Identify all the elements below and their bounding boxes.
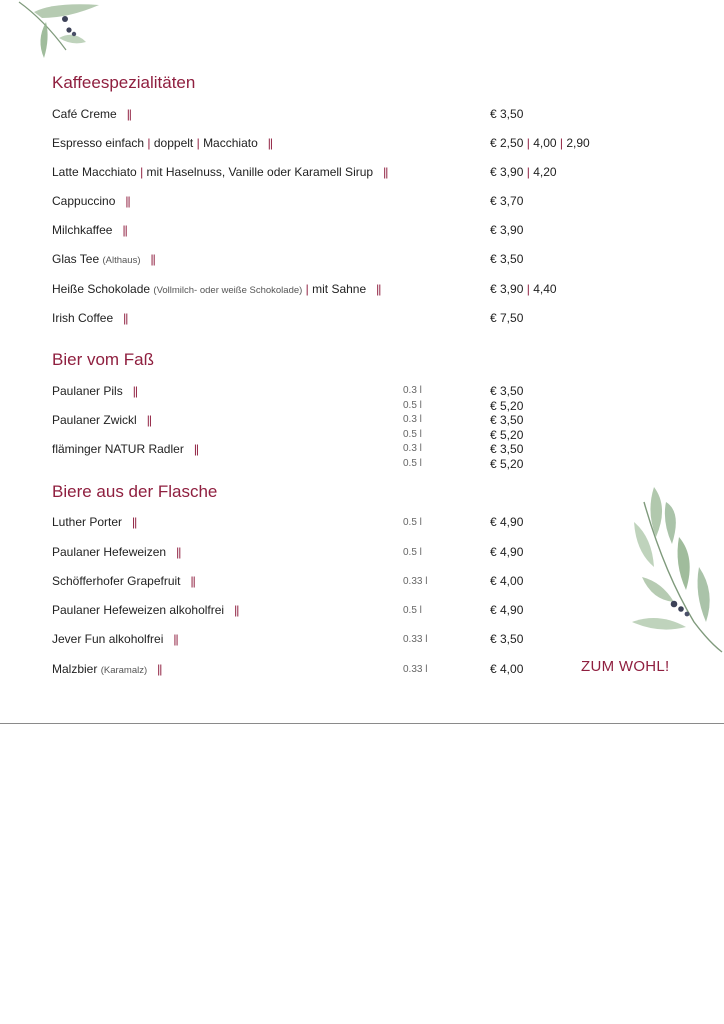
menu-item-latte-macchiato: [52, 164, 387, 180]
separator: |: [140, 165, 144, 179]
volume: 0.33 l: [403, 576, 428, 587]
price: € 4,90: [490, 545, 524, 559]
volume: 0.33 l: [403, 664, 428, 675]
divider-marks: ||: [122, 223, 127, 237]
price: € 4,00: [490, 574, 524, 588]
divider-marks: ||: [132, 384, 137, 398]
menu-item-heisse-schokolade: [52, 281, 380, 299]
volume: 0.33 l: [403, 634, 428, 645]
price: € 5,20: [490, 398, 524, 413]
item-name: Schöfferhofer Grapefruit: [52, 574, 181, 588]
volume: 0.5 l: [403, 428, 422, 440]
volume: 0.3 l: [403, 443, 422, 454]
separator: |: [526, 165, 530, 179]
divider-marks: ||: [146, 413, 151, 427]
separator: |: [526, 282, 530, 296]
item-name: Latte Macchiato: [52, 165, 137, 179]
item-name: Espresso einfach: [52, 136, 145, 150]
divider-marks: ||: [176, 545, 181, 559]
section-title-draft-beer: Bier vom Faß: [52, 350, 155, 369]
price: € 3,50: [490, 413, 524, 427]
menu-item-flaeminger-radler: [52, 441, 198, 457]
separator: |: [196, 136, 200, 150]
item-name: Malzbier: [52, 662, 98, 676]
volume: 0.5 l: [403, 517, 422, 528]
divider-marks: ||: [383, 165, 388, 179]
divider-marks: ||: [193, 442, 199, 456]
leaf-decoration-right-icon: [624, 482, 724, 657]
divider-marks: ||: [123, 311, 128, 325]
item-name: Paulaner Hefeweizen: [52, 545, 167, 559]
leaf-decoration-top-icon: [14, 0, 109, 62]
item-name: Paulaner Hefeweizen alkoholfrei: [52, 603, 225, 617]
price: € 3,50: [490, 632, 524, 646]
item-name: Irish Coffee: [52, 311, 114, 325]
item-note: (Karamalz): [100, 665, 148, 676]
menu-item-paulaner-hefeweizen: [52, 544, 180, 560]
item-name-variant: mit Haselnuss, Vanille oder Karamell Sirup: [146, 165, 374, 179]
separator: |: [526, 136, 530, 150]
section-title-bottled-beer: Biere aus der Flasche: [52, 482, 218, 501]
item-name-variant: Macchiato: [203, 136, 258, 150]
volume: 0.5 l: [403, 605, 422, 616]
menu-item-jever-fun: [52, 631, 178, 647]
menu-item-schoefferhofer: [52, 573, 195, 589]
volume: 0.5 l: [403, 547, 422, 558]
price: € 3,90: [490, 282, 524, 296]
price: € 3,50: [490, 442, 524, 456]
price: 2,90: [566, 136, 590, 150]
item-name: Jever Fun alkoholfrei: [52, 632, 164, 646]
menu-item-luther-porter: [52, 514, 136, 530]
item-name: Cappuccino: [52, 194, 116, 208]
price: € 3,50: [490, 252, 524, 266]
price: € 3,50: [490, 384, 524, 398]
footer-divider: [0, 723, 724, 724]
section-title-coffee: Kaffeespezialitäten: [52, 73, 196, 92]
item-name: Heiße Schokolade: [52, 282, 151, 296]
divider-marks: ||: [376, 282, 381, 296]
menu-item-malzbier: [52, 661, 161, 679]
item-note: (Vollmilch- oder weiße Schokolade): [153, 285, 303, 296]
menu-item-glas-tee: [52, 251, 155, 269]
price: € 3,50: [490, 107, 524, 121]
price: € 7,50: [490, 311, 524, 325]
item-name: Paulaner Pils: [52, 384, 123, 398]
divider-marks: ||: [190, 574, 195, 588]
menu-item-irish-coffee: [52, 310, 127, 326]
item-name: Paulaner Zwickl: [52, 413, 137, 427]
separator: |: [147, 136, 151, 150]
price: € 5,20: [490, 456, 524, 471]
item-name: fläminger NATUR Radler: [52, 442, 184, 456]
divider-marks: ||: [132, 515, 137, 529]
draft-volume-column: [403, 384, 422, 471]
price: € 4,90: [490, 603, 524, 617]
draft-price-column: [490, 384, 523, 471]
price: € 3,90: [490, 165, 524, 179]
volume: 0.3 l: [403, 414, 422, 425]
price: 4,00: [533, 136, 557, 150]
menu-item-cafe-creme: [52, 106, 131, 122]
item-name: Café Creme: [52, 107, 117, 121]
menu-item-espresso: [52, 135, 272, 151]
menu-item-cappuccino: [52, 193, 130, 209]
volume: 0.3 l: [403, 385, 422, 396]
divider-marks: ||: [150, 252, 155, 266]
item-name-variant: doppelt: [153, 136, 194, 150]
price-group: [490, 164, 557, 180]
price: 4,20: [533, 165, 557, 179]
volume: 0.5 l: [403, 457, 422, 469]
menu-item-milchkaffee: [52, 222, 127, 238]
separator: |: [305, 282, 309, 296]
item-name: Glas Tee: [52, 252, 100, 266]
item-name-variant: mit Sahne: [312, 282, 367, 296]
price-group: [490, 281, 557, 297]
price: 4,40: [533, 282, 557, 296]
menu-item-hefeweizen-alkoholfrei: [52, 602, 238, 618]
price-group: [490, 135, 590, 151]
item-note: (Althaus): [102, 255, 141, 266]
divider-marks: ||: [157, 662, 162, 676]
menu-item-paulaner-zwickl: [52, 412, 151, 428]
price: € 5,20: [490, 427, 524, 442]
menu-item-paulaner-pils: [52, 383, 137, 399]
divider-marks: ||: [125, 194, 130, 208]
volume: 0.5 l: [403, 399, 422, 411]
price: € 2,50: [490, 136, 524, 150]
price: € 4,90: [490, 515, 524, 529]
price: € 3,90: [490, 223, 524, 237]
divider-marks: ||: [126, 107, 131, 121]
price: € 3,70: [490, 194, 524, 208]
separator: |: [559, 136, 564, 150]
item-name: Milchkaffee: [52, 223, 113, 237]
divider-marks: ||: [267, 136, 272, 150]
closing-text: ZUM WOHL!: [581, 658, 670, 675]
item-name: Luther Porter: [52, 515, 123, 529]
divider-marks: ||: [173, 632, 178, 646]
price: € 4,00: [490, 662, 524, 676]
divider-marks: ||: [234, 603, 239, 617]
